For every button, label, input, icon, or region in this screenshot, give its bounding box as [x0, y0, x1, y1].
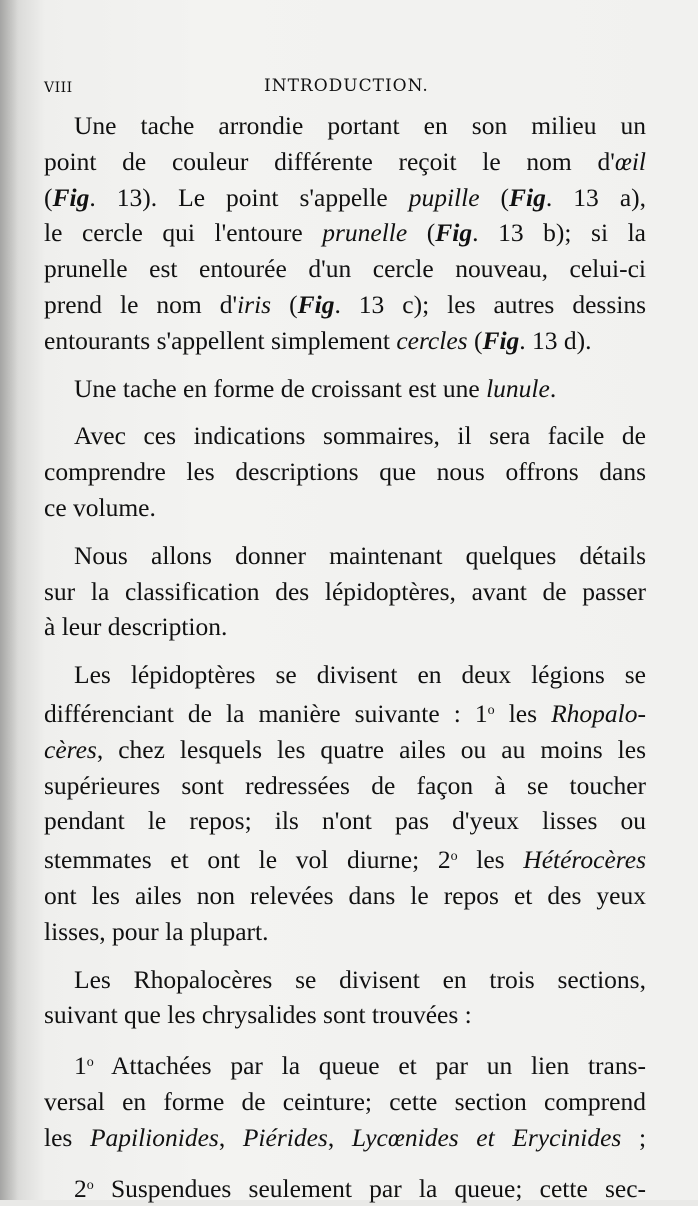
- text-run: le cercle qui l'entoure: [44, 218, 323, 248]
- term-italic: cercles: [396, 325, 468, 355]
- text-line: [44, 997, 646, 1033]
- text-run: Une tache en forme de croissant est une: [74, 373, 487, 403]
- page-number: VIII: [44, 80, 73, 96]
- text-line: [44, 108, 646, 144]
- text-line: [44, 323, 646, 359]
- text-run: (: [44, 182, 53, 212]
- paragraph-lunule: [44, 371, 646, 407]
- text-line: [44, 962, 646, 998]
- text-run: comprendre les descriptions que nous offrons dans: [44, 457, 646, 487]
- term-italic: œil: [614, 146, 646, 176]
- term-italic: Rhopalo-: [551, 698, 646, 728]
- text-line: [44, 251, 646, 287]
- text-run: 1: [74, 1051, 87, 1081]
- term-italic: Piérides: [242, 1122, 328, 1152]
- paragraph-indications: [44, 418, 646, 525]
- fig-ref: Fig: [435, 218, 473, 248]
- term-italic: pupille: [408, 182, 480, 212]
- text-line: [44, 839, 646, 878]
- text-run: Attachées par la queue et par un lien trans-: [93, 1051, 646, 1081]
- text-run: à leur description.: [44, 612, 228, 642]
- ordinal-mark: o: [487, 702, 495, 718]
- paragraph-eye-spots: [44, 108, 646, 359]
- text-run: 2: [74, 1173, 87, 1203]
- term-italic: lunule: [486, 373, 550, 403]
- text-run: Les lépidoptères se divisent en deux légions se: [74, 660, 646, 690]
- text-run: ont les ailes non relevées dans le repos et des yeux: [44, 880, 646, 910]
- text-run: lisses, pour la plupart.: [44, 916, 269, 946]
- ordinal-mark: o: [450, 849, 458, 865]
- text-line: [44, 1084, 646, 1120]
- text-line: [44, 1168, 646, 1206]
- text-line: [44, 1120, 646, 1156]
- text-line: [44, 914, 646, 950]
- paragraph-section-1: [44, 1045, 646, 1155]
- text-run: suivant que les chrysalides sont trouvées :: [44, 1000, 472, 1030]
- text-run: prunelle est entourée d'un cercle nouveau, celui-ci: [44, 254, 646, 284]
- text-line: [44, 1045, 646, 1084]
- running-title: INTRODUCTION.: [264, 76, 429, 96]
- text-line: [44, 490, 646, 526]
- text-run: prend le nom d': [44, 289, 238, 319]
- text-line: [44, 538, 646, 574]
- text-run: les: [44, 1122, 90, 1152]
- text-run: (: [271, 289, 298, 319]
- fig-ref: Fig: [509, 182, 546, 212]
- page-body: [44, 108, 646, 1206]
- text-line: [44, 371, 646, 407]
- term-italic: Lycœnides et Erycinides: [351, 1122, 622, 1152]
- text-run: versal en forme de ceinture; cette section comprend: [44, 1086, 646, 1116]
- text-run: différenciant de la manière suivante : 1: [44, 698, 488, 728]
- text-run: .: [549, 373, 557, 403]
- text-run: . 13 a),: [545, 182, 647, 212]
- page-header: [44, 76, 644, 100]
- fig-ref: Fig: [52, 182, 90, 212]
- text-run: Avec ces indications sommaires, il sera facile de: [74, 421, 646, 451]
- paragraph-classification: [44, 538, 646, 645]
- text-line: [44, 732, 646, 768]
- text-run: (: [479, 182, 510, 212]
- text-line: [44, 693, 646, 732]
- text-run: ,: [327, 1122, 352, 1152]
- text-line: [44, 803, 646, 839]
- text-run: Nous allons donner maintenant quelques détails: [74, 540, 646, 570]
- text-run: Les Rhopalocères se divisent en trois sections,: [74, 964, 646, 994]
- ordinal-mark: o: [86, 1055, 94, 1071]
- term-italic: Papilionides: [89, 1122, 219, 1152]
- term-italic: iris: [237, 289, 272, 319]
- paragraph-section-2: [44, 1168, 646, 1206]
- text-run: stemmates et ont le vol diurne; 2: [44, 845, 451, 875]
- text-run: (: [467, 325, 483, 355]
- text-run: . 13 d).: [519, 325, 592, 355]
- text-run: entourants s'appellent simplement: [44, 325, 397, 355]
- text-line: [44, 144, 646, 180]
- text-run: ce volume.: [44, 492, 156, 522]
- text-line: [44, 454, 646, 490]
- ordinal-mark: o: [86, 1177, 94, 1193]
- term-italic: cères: [44, 734, 97, 764]
- text-run: . 13). Le point s'appelle: [89, 182, 409, 212]
- page-gutter-shadow: [0, 0, 18, 1200]
- text-run: sur la classification des lépidoptères, avant de passer: [44, 576, 646, 606]
- fig-ref: Fig: [297, 289, 335, 319]
- fig-ref: Fig: [482, 325, 520, 355]
- text-run: pendant le repos; ils n'ont pas d'yeux lisses ou: [44, 806, 646, 836]
- term-italic: prunelle: [322, 218, 408, 248]
- paragraph-sections: [44, 962, 646, 1034]
- text-run: . 13 c); les autres dessins: [334, 289, 647, 319]
- text-run: les: [494, 698, 552, 728]
- text-run: , chez lesquels les quatre ailes ou au moins les: [96, 734, 646, 764]
- text-line: [44, 287, 646, 323]
- text-run: ;: [621, 1122, 647, 1152]
- text-run: Suspendues seulement par la queue; cette sec-: [93, 1173, 646, 1203]
- text-line: [44, 574, 646, 610]
- term-italic: Hétérocères: [523, 845, 646, 875]
- paragraph-legions: [44, 657, 646, 949]
- text-run: Une tache arrondie portant en son milieu un: [74, 111, 646, 140]
- text-line: [44, 418, 646, 454]
- text-line: [44, 878, 646, 914]
- text-run: ,: [218, 1122, 243, 1152]
- text-line: [44, 768, 646, 804]
- text-line: [44, 180, 646, 216]
- text-line: [44, 215, 646, 251]
- text-line: [44, 657, 646, 693]
- text-line: [44, 609, 646, 645]
- text-run: point de couleur différente reçoit le nom d': [44, 146, 615, 176]
- text-run: supérieures sont redressées de façon à se toucher: [44, 770, 646, 800]
- text-run: . 13 b); si la: [472, 218, 646, 248]
- text-run: les: [457, 845, 524, 875]
- text-run: (: [407, 218, 436, 248]
